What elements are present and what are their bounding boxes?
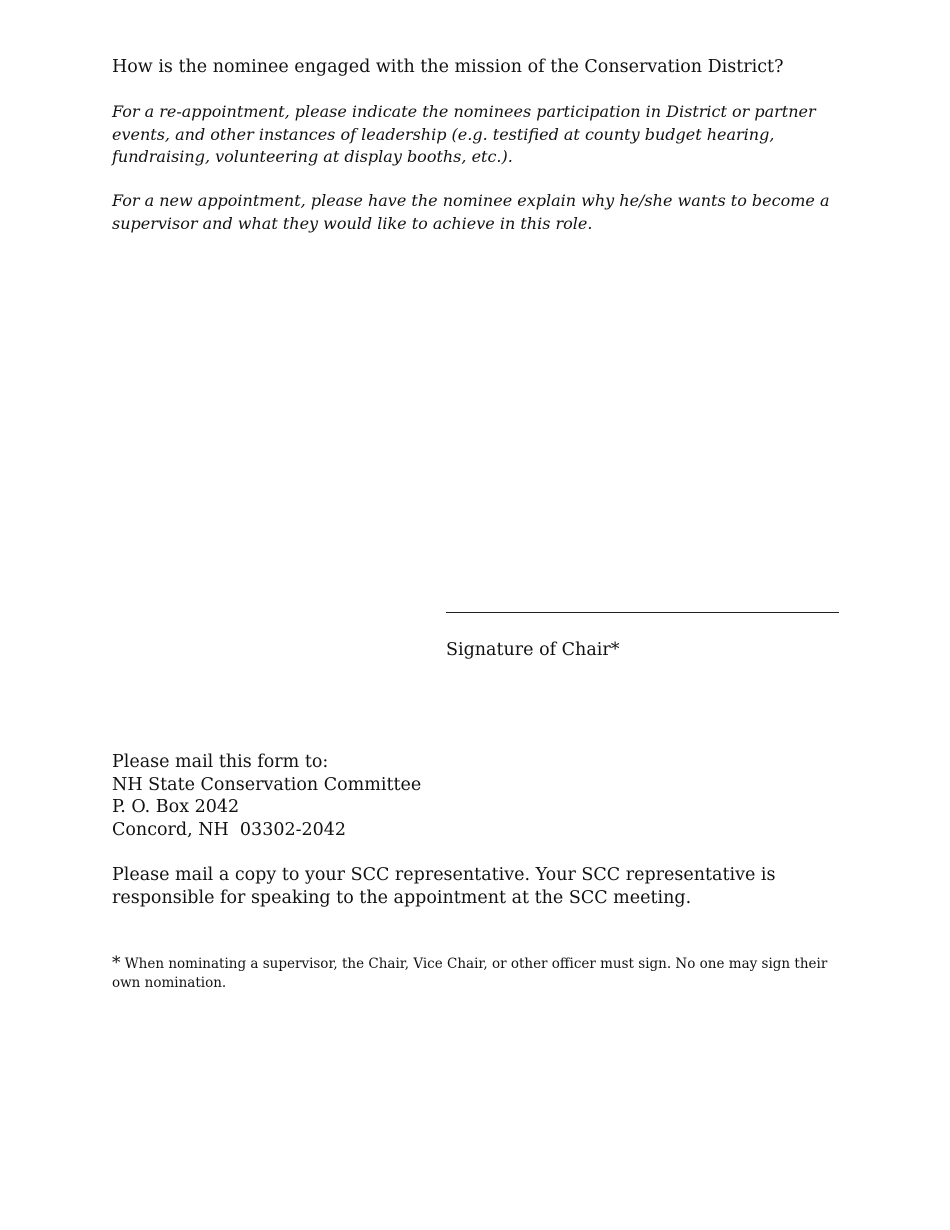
- footnote-marker: *: [112, 953, 121, 973]
- mailing-city-state-zip: Concord, NH 03302-2042: [112, 819, 347, 840]
- footnote-text: When nominating a supervisor, the Chair, Vice Chair, or other officer must sign. No one may sign their own nomination.: [112, 956, 828, 991]
- signature-label: Signature of Chair*: [446, 640, 620, 660]
- new-appointment-instructions: For a new appointment, please have the nominee explain why he/she wants to become a supervisor and what they would like to achieve in this role.: [112, 191, 830, 233]
- copy-note: Please mail a copy to your SCC representative. Your SCC representative is responsible for speaking to the appointment at the SCC meeting.: [112, 865, 776, 908]
- mailing-po-box: P. O. Box 2042: [112, 797, 240, 817]
- signature-line[interactable]: [446, 612, 839, 613]
- reappointment-instructions: For a re-appointment, please indicate the nominees participation in District or partner events, and other instances of leadership (e.g. testified at county budget hearing, fundraising, volunteering at display booths, etc.).: [112, 102, 816, 166]
- footnote: [112, 954, 847, 993]
- mailing-intro: Please mail this form to:: [112, 752, 329, 772]
- mailing-recipient: NH State Conservation Committee: [112, 774, 422, 795]
- mailing-address: [112, 751, 421, 841]
- engagement-question: How is the nominee engaged with the mission of the Conservation District?: [112, 57, 784, 77]
